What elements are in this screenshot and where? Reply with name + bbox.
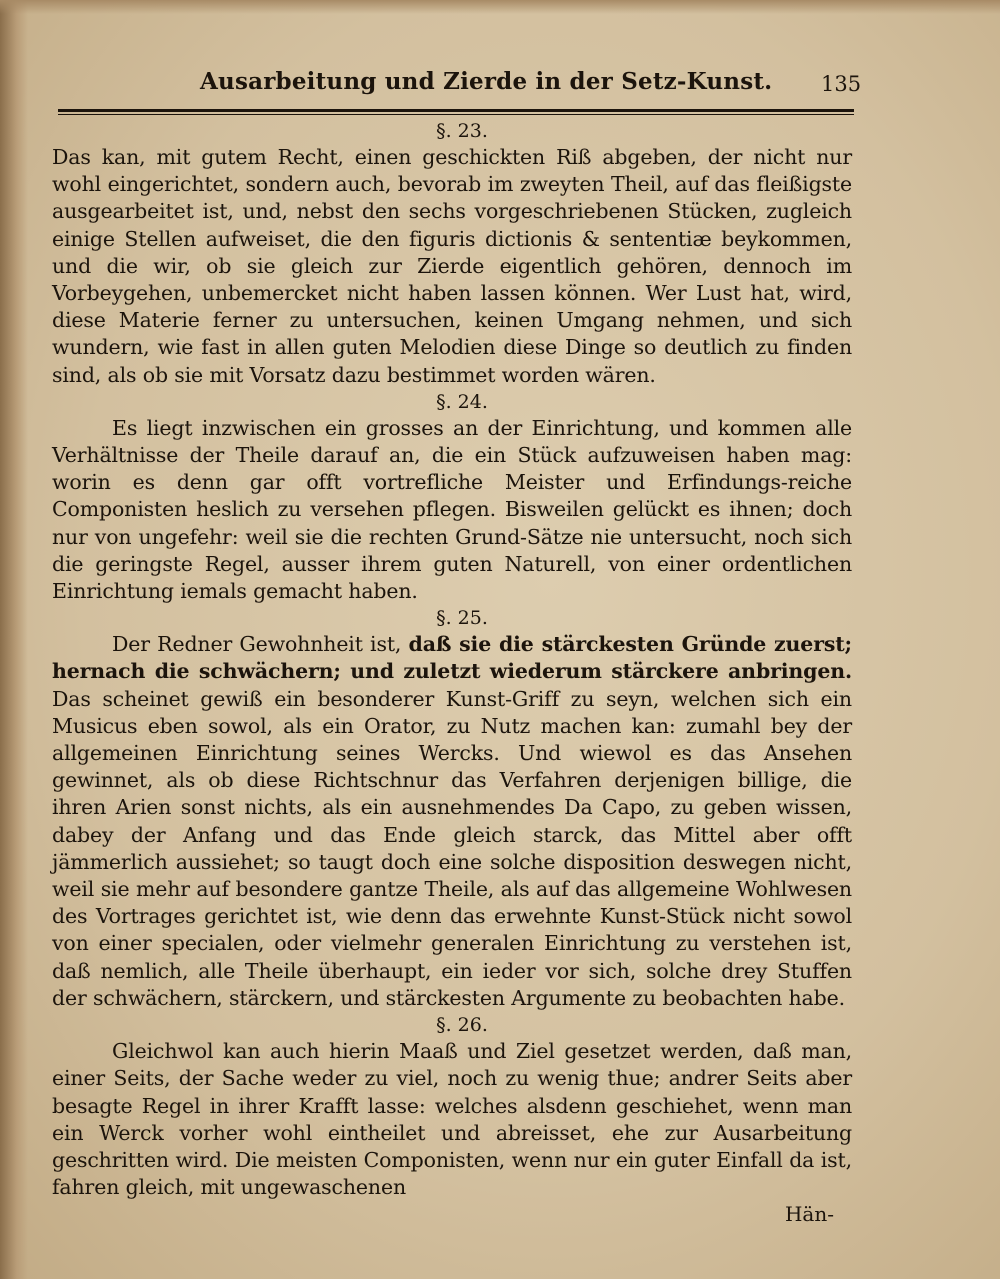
- emphasized-text: daß sie die stärckesten Gründe zuerst; hernach die schwächern; und zuletzt wiederum stärckere anbringen.: [52, 632, 852, 684]
- page-edge-shadow: [0, 0, 28, 1279]
- section-26: [52, 1012, 852, 1201]
- paragraph-text: Es liegt inzwischen ein grosses an der Einrichtung, und kommen alle Verhältnisse der Theile darauf an, die ein Stück aufzuweisen haben mag: worin es denn gar offt vortrefliche Meister und Erfindungs-reiche Componisten heslich zu versehen pflegen. Bisweilen gelückt es ihnen; doch nur von ungefehr: weil sie die rechten Grund-Sätze nie untersucht, noch sich die geringste Regel, ausser ihrem guten Naturell, von einer ordentlichen Einrichtung iemals gemacht haben.: [52, 415, 852, 604]
- page-top-shadow: [0, 0, 1000, 14]
- section-mark: §. 23.: [436, 120, 488, 142]
- header-rule: [58, 109, 854, 115]
- section-25: [52, 605, 852, 1012]
- section-mark: §. 24.: [436, 390, 488, 413]
- page-number: 135: [821, 72, 862, 96]
- section-mark: §. 25.: [436, 607, 488, 630]
- page-header: [55, 68, 862, 108]
- section-mark: §. 26.: [436, 1014, 488, 1037]
- page-body: [52, 118, 852, 1227]
- paragraph-text: Das scheinet gewiß ein besonderer Kunst-Griff zu seyn, welchen sich ein Musicus eben sowol, als ein Orator, zu Nutz machen kan: zumahl bey der allgemeinen Einrichtung seines Wercks. Und wiewol es das Ansehen gewinnet, als ob diese Richtschnur das Verfahren derjenigen billige, die ihren Arien sonst nichts, als ein ausnehmendes Da Capo, zu geben wissen, dabey der Anfang und das Ende gleich starck, das Mittel aber offt jämmerlich aussiehet; so taugt doch eine solche disposition deswegen nicht, weil sie mehr auf besondere gantze Theile, als auf das allgemeine Wohlwesen des Vortrages gerichtet ist, wie denn das erwehnte Kunst-Stück nicht sowol von einer specialen, oder vielmehr generalen Einrichtung zu verstehen ist, daß nemlich, alle Theile überhaupt, ein ieder vor sich, solche drey Stuffen der schwächern, stärckern, und stärckesten Argumente zu beobachten habe.: [52, 686, 852, 1010]
- paragraph: [52, 1038, 852, 1201]
- catchword: Hän-: [784, 1202, 834, 1227]
- paragraph-text: Das kan, mit gutem Recht, einen geschickten Riß abgeben, der nicht nur wohl eingerichtet, sondern auch, bevorab im zweyten Theil, auf das fleißigste ausgearbeitet ist, und, nebst den sechs vorgeschriebenen Stücken, zugleich einige Stellen aufweiset, die den figuris dictionis & sententiæ beykommen, und die wir, ob sie gleich zur Zierde eigentlich gehören, dennoch im Vorbeygehen, unbemercket nicht haben lassen können. Wer Lust hat, wird, diese Materie ferner zu untersuchen, keinen Umgang nehmen, und sich wundern, wie fast in allen guten Melodien diese Dinge so deutlich zu finden sind, als ob sie mit Vorsatz dazu bestimmet worden wären.: [52, 145, 852, 387]
- paragraph-text: Der Redner Gewohnheit ist,: [112, 632, 409, 657]
- section-23: [52, 118, 852, 389]
- paragraph: [52, 144, 852, 389]
- section-24: [52, 389, 852, 605]
- running-title: Ausarbeitung und Zierde in der Setz-Kunst.: [200, 68, 773, 95]
- paragraph-text: Gleichwol kan auch hierin Maaß und Ziel gesetzet werden, daß man, einer Seits, der Sache weder zu viel, noch zu wenig thue; andrer Seits aber besagte Regel in ihrer Krafft lasse: welches alsdenn geschiehet, wenn man ein Werck vorher wohl eintheilet und abreisset, ehe zur Ausarbeitung geschritten wird. Die meisten Componisten, wenn nur ein guter Einfall da ist, fahren gleich, mit ungewaschenen: [52, 1039, 852, 1200]
- paragraph: [52, 631, 852, 1012]
- paragraph: [52, 415, 852, 605]
